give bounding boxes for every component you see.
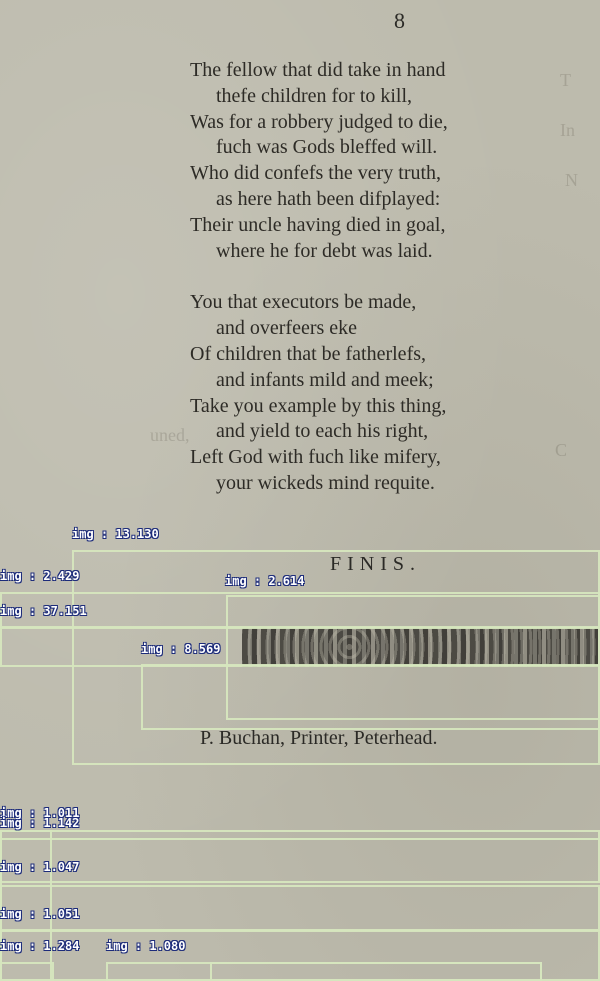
bleed-through-text: C	[555, 440, 568, 460]
finis-heading: FINIS.	[330, 553, 422, 575]
verse-line: where he for debt was laid.	[216, 239, 433, 262]
annotation-label: img : 1.142	[0, 816, 80, 830]
verse-line: fuch was Gods bleffed will.	[216, 136, 438, 159]
poem-body	[190, 58, 550, 523]
verse-line: Who did confefs the very truth,	[190, 162, 442, 185]
annotation-box	[141, 664, 600, 730]
annotation-label: img : 1.047	[0, 860, 80, 874]
annotation-label: img : 1.080	[106, 939, 186, 953]
verse-line: You that executors be made,	[190, 291, 417, 314]
verse-line: Take you example by this thing,	[190, 394, 447, 417]
verse-line: Left God with fuch like mifery,	[190, 446, 441, 469]
annotation-box	[0, 838, 600, 883]
stanza	[190, 58, 550, 264]
bleed-through-text: In	[560, 120, 575, 140]
annotation-box	[0, 627, 600, 667]
verse-line: and infants mild and meek;	[216, 368, 434, 391]
verse-line: Their uncle having died in goal,	[190, 213, 446, 236]
verse-line: Was for a robbery judged to die,	[190, 110, 448, 133]
stanza	[190, 290, 550, 496]
printer-imprint: P. Buchan, Printer, Peterhead.	[200, 727, 438, 749]
verse-line: as here hath been difplayed:	[216, 187, 441, 210]
verse-line: your wickeds mind requite.	[216, 471, 435, 494]
page-number: 8	[394, 8, 405, 33]
annotation-box	[0, 830, 52, 981]
verse-line: Of children that be fatherlefs,	[190, 342, 427, 365]
annotation-box	[0, 885, 600, 931]
annotation-label: img : 1.284	[0, 939, 80, 953]
bleed-through-text: N	[565, 170, 578, 190]
annotation-label: img : 8.569	[141, 642, 221, 656]
annotation-label: img : 2.429	[0, 569, 80, 583]
verse-line: and yield to each his right,	[216, 420, 429, 443]
annotation-label: img : 1.051	[0, 907, 80, 921]
annotation-label: img : 37.151	[0, 604, 87, 618]
verse-line: thefe children for to kill,	[216, 84, 413, 107]
verse-line: and overfeers eke	[216, 317, 358, 340]
annotation-label: img : 1.011	[0, 806, 80, 820]
annotation-label: img : 2.614	[225, 574, 305, 588]
annotation-box	[210, 962, 542, 981]
annotation-label: img : 13.130	[72, 527, 159, 541]
bleed-through-text: T	[560, 70, 571, 90]
verse-line: The fellow that did take in hand	[190, 59, 446, 81]
bleed-through-text: uned,	[150, 425, 190, 445]
